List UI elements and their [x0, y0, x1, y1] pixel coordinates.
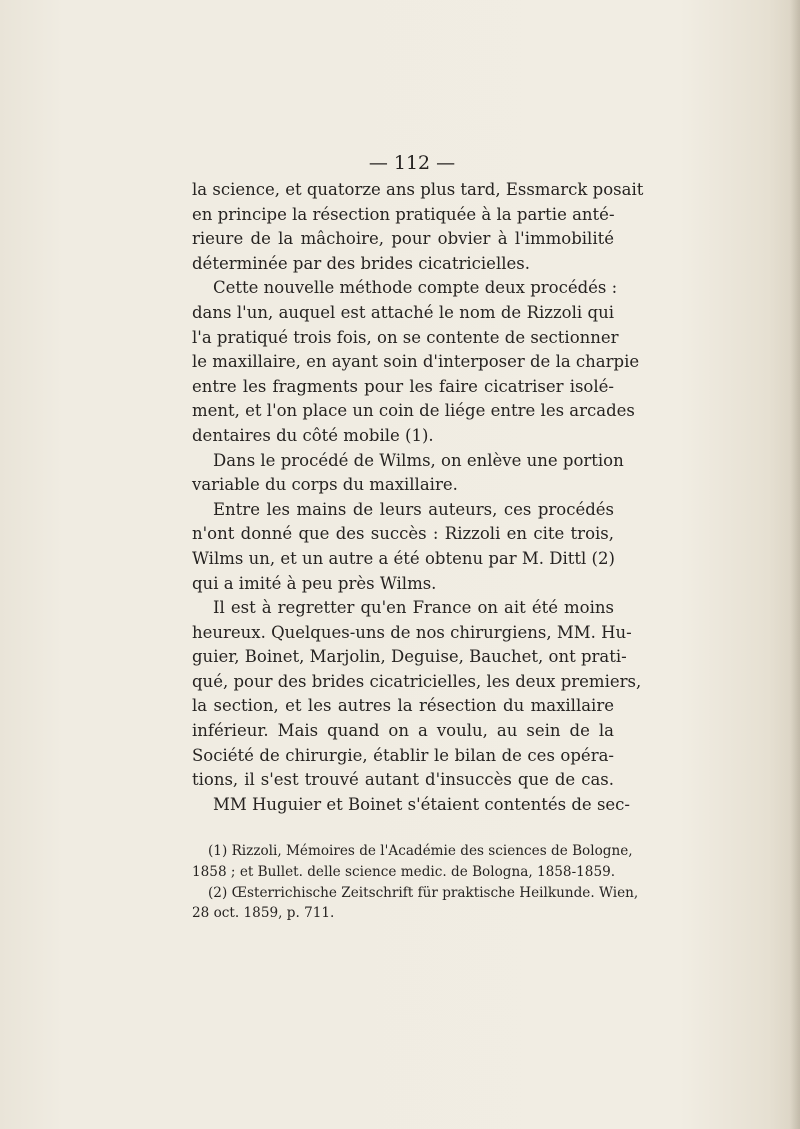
body-line: MM Huguier et Boinet s'étaient contentés de sec- — [213, 794, 630, 814]
text-block — [192, 150, 644, 924]
body-text — [192, 178, 644, 817]
body-line: l'a pratiqué trois fois, on se contente de sectionner — [192, 327, 619, 347]
body-line: qué, pour des brides cicatricielles, les deux premiers, — [192, 671, 642, 691]
footnote-separator — [192, 817, 614, 841]
body-line: entre les fragments pour les faire cicatriser isolé- — [192, 376, 614, 396]
body-line: Wilms un, et un autre a été obtenu par M. Dittl (2) — [192, 548, 615, 568]
body-line: la section, et les autres la résection du maxillaire — [192, 696, 614, 716]
body-line: qui a imité à peu près Wilms. — [192, 573, 437, 593]
page-edge-shadow — [790, 0, 800, 1129]
footnote-line: 28 oct. 1859, p. 711. — [192, 905, 335, 922]
body-line: Dans le procédé de Wilms, on enlève une portion — [213, 450, 624, 470]
body-line: dentaires du côté mobile (1). — [192, 425, 434, 445]
body-line: heureux. Quelques-uns de nos chirurgiens, MM. Hu- — [192, 622, 632, 642]
body-line: Société de chirurgie, établir le bilan de ces opéra- — [192, 745, 614, 765]
body-line: tions, il s'est trouvé autant d'insuccès que de cas. — [192, 770, 614, 790]
body-line: rieure de la mâchoire, pour obvier à l'immobilité — [192, 229, 614, 249]
body-line: inférieur. Mais quand on a voulu, au sein de la — [192, 721, 614, 741]
page-number: — 112 — — [368, 152, 456, 174]
footnotes — [192, 841, 639, 923]
body-line: ment, et l'on place un coin de liége entre les arcades — [192, 401, 635, 421]
body-line: le maxillaire, en ayant soin d'interposer de la charpie — [192, 352, 640, 372]
body-line: déterminée par des brides cicatricielles. — [192, 253, 530, 273]
body-line: Entre les mains de leurs auteurs, ces procédés — [213, 499, 614, 519]
body-line: variable du corps du maxillaire. — [192, 475, 458, 495]
body-line: guier, Boinet, Marjolin, Deguise, Bauchet, ont prati- — [192, 647, 627, 667]
footnote-line: 1858 ; et Bullet. delle science medic. de Bologna, 1858-1859. — [192, 864, 616, 881]
body-line: en principe la résection pratiquée à la partie anté- — [192, 204, 615, 224]
body-line: dans l'un, auquel est attaché le nom de Rizzoli qui — [192, 302, 614, 322]
body-line: Cette nouvelle méthode compte deux procédés : — [213, 278, 618, 298]
body-line: n'ont donné que des succès : Rizzoli en cite trois, — [192, 524, 614, 544]
footnote-line: (2) Œsterrichische Zeitschrift für praktische Heilkunde. Wien, — [208, 884, 639, 901]
footnote-line: (1) Rizzoli, Mémoires de l'Académie des sciences de Bologne, — [208, 843, 633, 860]
body-line: Il est à regretter qu'en France on ait été moins — [213, 598, 614, 618]
body-line: la science, et quatorze ans plus tard, Essmarck posait — [192, 180, 644, 199]
